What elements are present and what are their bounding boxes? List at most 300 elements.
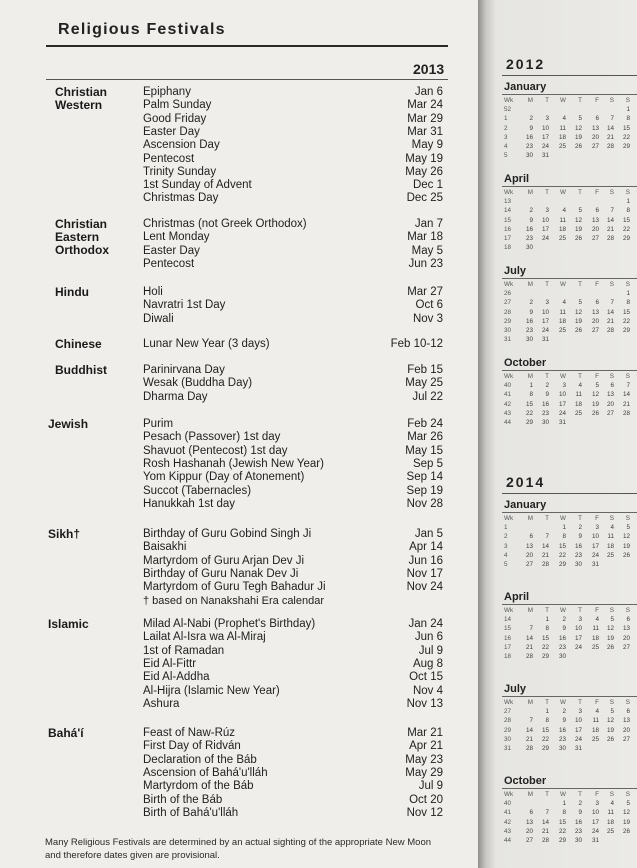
day-cell: 21 bbox=[541, 827, 549, 835]
day-cell: 5 bbox=[578, 299, 582, 307]
festival-row bbox=[0, 658, 478, 671]
festival-date: Jul 9 bbox=[418, 780, 443, 793]
day-cell: 13 bbox=[622, 625, 630, 633]
weekday-label: S bbox=[625, 515, 630, 522]
day-cell: 17 bbox=[574, 726, 582, 734]
week-number: 17 bbox=[504, 235, 512, 242]
week-row bbox=[504, 809, 637, 817]
day-cell: 12 bbox=[574, 308, 582, 316]
month-name: January bbox=[504, 81, 547, 93]
day-cell: 8 bbox=[545, 717, 549, 725]
week-number: 5 bbox=[504, 561, 508, 568]
festival-name: First Day of Ridván bbox=[143, 740, 241, 753]
day-cell: 2 bbox=[529, 115, 533, 123]
day-cell: 18 bbox=[591, 726, 599, 734]
group-label: Islamic bbox=[48, 617, 89, 631]
festival-date: Jul 22 bbox=[412, 390, 443, 403]
festival-date: Jun 23 bbox=[408, 257, 443, 270]
festival-date: Jun 6 bbox=[414, 631, 443, 644]
week-row bbox=[504, 318, 637, 326]
week-number: 28 bbox=[504, 717, 512, 725]
day-cell: 10 bbox=[541, 308, 549, 316]
day-cell: 7 bbox=[545, 533, 549, 541]
weekday-header bbox=[504, 515, 637, 523]
day-cell: 24 bbox=[574, 735, 582, 743]
day-cell: 18 bbox=[606, 542, 614, 550]
day-cell: 15 bbox=[541, 726, 549, 734]
day-cell: 9 bbox=[529, 308, 533, 316]
group-label: Sikh† bbox=[48, 527, 81, 541]
festival-row bbox=[0, 685, 478, 698]
week-number: 40 bbox=[504, 800, 512, 808]
day-cell: 12 bbox=[574, 124, 582, 132]
day-cell: 11 bbox=[592, 717, 599, 725]
day-cell: 3 bbox=[595, 524, 599, 532]
weekday-label: W bbox=[560, 607, 566, 614]
day-cell: 31 bbox=[591, 561, 599, 568]
festival-name: Birth of the Báb bbox=[143, 793, 223, 806]
weekday-label: T bbox=[545, 699, 549, 706]
festival-name: Ashura bbox=[143, 697, 180, 710]
festival-name: Milad Al-Nabi (Prophet's Birthday) bbox=[143, 618, 316, 630]
weekday-label: T bbox=[578, 97, 582, 104]
weekday-header bbox=[504, 373, 637, 381]
day-cell: 8 bbox=[562, 809, 566, 817]
day-cell: 30 bbox=[558, 653, 566, 660]
week-number: Wk bbox=[504, 189, 514, 196]
day-cell: 25 bbox=[606, 551, 614, 559]
festival-row bbox=[0, 767, 478, 780]
festival-row bbox=[0, 807, 478, 820]
month-name: October bbox=[504, 357, 547, 369]
festival-date: Nov 28 bbox=[406, 497, 443, 510]
festival-name: Baisakhi bbox=[143, 541, 187, 554]
festival-row bbox=[0, 99, 478, 112]
page-title: Religious Festivals bbox=[58, 21, 226, 38]
day-cell: 19 bbox=[591, 400, 599, 408]
day-cell: 7 bbox=[545, 809, 549, 817]
day-cell: 6 bbox=[626, 616, 630, 624]
weekday-label: T bbox=[578, 189, 582, 196]
day-cell: 20 bbox=[525, 551, 533, 559]
day-cell: 18 bbox=[606, 818, 614, 826]
week-row bbox=[504, 207, 637, 215]
week-number: 43 bbox=[504, 409, 512, 417]
festival-date: Feb 24 bbox=[407, 418, 443, 430]
festival-row bbox=[0, 153, 478, 166]
group-label: Buddhist bbox=[55, 363, 107, 377]
festival-row bbox=[0, 754, 478, 767]
festival-name: Parinirvana Day bbox=[143, 364, 225, 376]
day-cell: 21 bbox=[541, 551, 549, 559]
festival-date: Nov 13 bbox=[406, 697, 443, 710]
festival-date: Oct 20 bbox=[409, 793, 443, 806]
day-cell: 18 bbox=[558, 317, 566, 325]
day-cell: 6 bbox=[595, 207, 599, 215]
week-number: Wk bbox=[504, 97, 514, 104]
day-cell: 13 bbox=[591, 308, 599, 316]
header-rule bbox=[46, 79, 448, 80]
day-cell: 2 bbox=[545, 382, 549, 390]
footer-note: Many Religious Festivals are determined by an actual sighting of the appropriate New Moon and therefore dates given are provisional. bbox=[45, 837, 432, 861]
festival-row bbox=[0, 338, 478, 351]
week-number: 16 bbox=[504, 634, 512, 642]
day-cell: 2 bbox=[578, 524, 582, 532]
festival-row bbox=[0, 568, 478, 581]
month-rule bbox=[502, 512, 637, 513]
day-cell: 5 bbox=[626, 800, 630, 808]
festival-name: Diwali bbox=[143, 312, 174, 325]
day-cell: 25 bbox=[558, 143, 566, 150]
week-row bbox=[504, 561, 637, 569]
weekday-label: S bbox=[625, 699, 630, 706]
weekday-label: W bbox=[560, 189, 566, 196]
week-row bbox=[504, 727, 637, 735]
festival-row bbox=[0, 541, 478, 554]
festival-date: Jun 16 bbox=[408, 554, 443, 567]
day-cell: 12 bbox=[606, 717, 614, 725]
day-cell: 21 bbox=[525, 735, 533, 743]
day-cell: 25 bbox=[558, 235, 566, 242]
day-cell: 30 bbox=[525, 244, 533, 252]
day-cell: 3 bbox=[595, 800, 599, 808]
group-label: Christian Eastern Orthodox bbox=[55, 217, 109, 257]
weekday-label: M bbox=[527, 791, 533, 798]
day-cell: 25 bbox=[606, 827, 614, 835]
day-cell: 13 bbox=[591, 216, 599, 224]
weekday-label: M bbox=[527, 699, 533, 706]
month-name: July bbox=[504, 265, 527, 277]
day-cell: 13 bbox=[525, 818, 533, 826]
week-number: Wk bbox=[504, 791, 514, 798]
day-cell: 7 bbox=[610, 115, 614, 123]
week-number: Wk bbox=[504, 699, 514, 706]
day-cell: 10 bbox=[541, 124, 549, 132]
festival-row bbox=[0, 581, 478, 594]
festival-name: Yom Kippur (Day of Atonement) bbox=[143, 471, 305, 484]
festival-date: May 29 bbox=[405, 766, 443, 779]
week-number: 29 bbox=[504, 317, 512, 325]
weekday-label: F bbox=[595, 607, 599, 614]
day-cell: 21 bbox=[606, 133, 614, 141]
month-rule bbox=[502, 94, 637, 95]
weekday-header bbox=[504, 281, 637, 289]
weekday-label: S bbox=[609, 281, 614, 288]
festival-row bbox=[0, 458, 478, 471]
festival-date: May 26 bbox=[405, 165, 443, 178]
festival-name: Lunar New Year (3 days) bbox=[143, 338, 270, 350]
day-cell: 21 bbox=[525, 643, 533, 651]
weekday-header bbox=[504, 607, 637, 615]
festival-name: Feast of Naw-Rúz bbox=[143, 727, 236, 739]
weekday-label: F bbox=[595, 515, 599, 522]
day-cell: 14 bbox=[606, 308, 614, 316]
group-label: Chinese bbox=[55, 337, 102, 351]
day-cell: 2 bbox=[562, 708, 566, 716]
day-cell: 5 bbox=[578, 115, 582, 123]
festival-row bbox=[0, 727, 478, 740]
day-cell: 2 bbox=[529, 299, 533, 307]
day-cell: 26 bbox=[574, 327, 582, 334]
day-cell: 19 bbox=[606, 634, 614, 642]
festival-name: Lailat Al-Isra wa Al-Miraj bbox=[143, 631, 266, 644]
festival-date: May 9 bbox=[411, 139, 443, 152]
festival-name: Purim bbox=[143, 418, 174, 430]
day-cell: 10 bbox=[591, 809, 599, 817]
day-cell: 5 bbox=[610, 616, 614, 624]
calendar-year-rule bbox=[502, 493, 637, 494]
weekday-label: W bbox=[560, 373, 566, 380]
week-row bbox=[504, 800, 637, 808]
week-row bbox=[504, 653, 637, 661]
week-number: 3 bbox=[504, 133, 508, 141]
day-cell: 20 bbox=[622, 634, 630, 642]
week-number: 14 bbox=[504, 616, 512, 624]
week-number: 26 bbox=[504, 290, 512, 298]
festival-date: Jan 6 bbox=[414, 86, 443, 98]
month-name: April bbox=[504, 173, 530, 185]
day-cell: 13 bbox=[525, 542, 533, 550]
day-cell: 2 bbox=[529, 207, 533, 215]
day-cell: 9 bbox=[578, 533, 582, 541]
festival-date: Aug 8 bbox=[412, 657, 443, 670]
day-cell: 16 bbox=[525, 317, 533, 325]
day-cell: 25 bbox=[591, 643, 599, 651]
festival-name: 1st of Ramadan bbox=[143, 644, 225, 657]
festival-row bbox=[0, 618, 478, 631]
year-heading: 2013 bbox=[413, 61, 445, 77]
week-row bbox=[504, 336, 637, 344]
day-cell: 26 bbox=[622, 827, 630, 835]
festival-row bbox=[0, 780, 478, 793]
festival-date: Nov 17 bbox=[406, 567, 443, 580]
day-cell: 16 bbox=[525, 133, 533, 141]
festival-row bbox=[0, 139, 478, 152]
day-cell: 28 bbox=[525, 653, 533, 660]
festival-name: Birthday of Guru Nanak Dev Ji bbox=[143, 567, 299, 580]
festival-row bbox=[0, 313, 478, 326]
weekday-label: T bbox=[578, 791, 582, 798]
festival-date: Oct 6 bbox=[415, 299, 443, 312]
day-cell: 3 bbox=[562, 382, 566, 390]
day-cell: 5 bbox=[595, 382, 599, 390]
day-cell: 25 bbox=[591, 735, 599, 743]
weekday-header bbox=[504, 189, 637, 197]
festival-date: Sep 5 bbox=[412, 457, 443, 470]
festival-row bbox=[0, 86, 478, 99]
day-cell: 11 bbox=[592, 625, 599, 633]
weekday-label: T bbox=[545, 373, 549, 380]
weekday-label: S bbox=[625, 97, 630, 104]
day-cell: 8 bbox=[562, 533, 566, 541]
day-cell: 19 bbox=[622, 542, 630, 550]
day-cell: 30 bbox=[525, 336, 533, 344]
day-cell: 9 bbox=[562, 625, 566, 633]
day-cell: 15 bbox=[622, 216, 630, 224]
day-cell: 6 bbox=[626, 708, 630, 716]
festival-row bbox=[0, 113, 478, 126]
day-cell: 10 bbox=[541, 216, 549, 224]
weekday-label: W bbox=[560, 281, 566, 288]
weekday-label: W bbox=[560, 791, 566, 798]
weekday-label: M bbox=[527, 607, 533, 614]
week-number: 42 bbox=[504, 818, 512, 826]
day-cell: 17 bbox=[541, 317, 549, 325]
weekday-label: T bbox=[545, 281, 549, 288]
day-cell: 11 bbox=[575, 391, 582, 399]
festival-row bbox=[0, 485, 478, 498]
festival-name: Shavuot (Pentecost) 1st day bbox=[143, 444, 288, 457]
day-cell: 15 bbox=[525, 400, 533, 408]
month-rule bbox=[502, 186, 637, 187]
day-cell: 3 bbox=[545, 299, 549, 307]
week-number: 2 bbox=[504, 124, 508, 132]
festival-row bbox=[0, 377, 478, 390]
week-number: 44 bbox=[504, 837, 512, 844]
calendar-year: 2014 bbox=[506, 474, 546, 490]
day-cell: 4 bbox=[595, 708, 599, 716]
festival-name: Easter Day bbox=[143, 125, 200, 138]
weekday-label: F bbox=[595, 281, 599, 288]
day-cell: 20 bbox=[591, 317, 599, 325]
week-number: 18 bbox=[504, 244, 512, 252]
day-cell: 6 bbox=[529, 809, 533, 817]
day-cell: 7 bbox=[610, 207, 614, 215]
weekday-label: S bbox=[609, 699, 614, 706]
festival-date: Mar 24 bbox=[407, 99, 443, 112]
week-number: Wk bbox=[504, 373, 514, 380]
week-row bbox=[504, 382, 637, 390]
festival-name: Succot (Tabernacles) bbox=[143, 484, 252, 497]
festival-row bbox=[0, 740, 478, 753]
festival-row bbox=[0, 418, 478, 431]
calendar-year-rule bbox=[502, 75, 637, 76]
day-cell: 31 bbox=[574, 745, 582, 752]
festival-date: Nov 12 bbox=[406, 806, 443, 819]
week-row bbox=[504, 198, 637, 206]
day-cell: 3 bbox=[578, 708, 582, 716]
weekday-label: F bbox=[595, 373, 599, 380]
festival-row bbox=[0, 528, 478, 541]
day-cell: 8 bbox=[626, 207, 630, 215]
festival-name: Ascension Day bbox=[143, 139, 220, 152]
weekday-label: S bbox=[625, 607, 630, 614]
day-cell: 10 bbox=[574, 717, 582, 725]
day-cell: 31 bbox=[541, 152, 549, 160]
week-number: 14 bbox=[504, 207, 512, 215]
day-cell: 29 bbox=[558, 837, 566, 844]
day-cell: 3 bbox=[545, 207, 549, 215]
weekday-label: S bbox=[609, 791, 614, 798]
week-number: 44 bbox=[504, 419, 512, 426]
day-cell: 25 bbox=[558, 327, 566, 334]
day-cell: 28 bbox=[606, 235, 614, 242]
day-cell: 4 bbox=[562, 115, 566, 123]
week-row bbox=[504, 625, 637, 633]
day-cell: 26 bbox=[574, 143, 582, 150]
festival-row bbox=[0, 364, 478, 377]
day-cell: 31 bbox=[541, 336, 549, 344]
day-cell: 14 bbox=[525, 634, 533, 642]
day-cell: 13 bbox=[606, 391, 614, 399]
week-number: 5 bbox=[504, 152, 508, 160]
group-label: Jewish bbox=[48, 417, 89, 431]
day-cell: 22 bbox=[622, 225, 630, 233]
day-cell: 17 bbox=[591, 542, 599, 550]
weekday-label: F bbox=[595, 189, 599, 196]
day-cell: 22 bbox=[622, 317, 630, 325]
group-label: Christian Western bbox=[55, 85, 108, 112]
weekday-label: T bbox=[545, 607, 549, 614]
day-cell: 24 bbox=[541, 143, 549, 150]
day-cell: 16 bbox=[558, 634, 566, 642]
festival-row bbox=[0, 645, 478, 658]
festival-date: Jan 7 bbox=[414, 218, 443, 230]
week-number: 3 bbox=[504, 542, 508, 550]
festival-date: Mar 29 bbox=[407, 112, 443, 125]
day-cell: 23 bbox=[525, 143, 533, 150]
day-cell: 15 bbox=[541, 634, 549, 642]
day-cell: 20 bbox=[622, 726, 630, 734]
festival-name: Al-Hijra (Islamic New Year) bbox=[143, 684, 280, 697]
day-cell: 23 bbox=[525, 327, 533, 334]
week-number: 52 bbox=[504, 106, 512, 114]
day-cell: 12 bbox=[574, 216, 582, 224]
day-cell: 28 bbox=[622, 409, 630, 417]
festival-name: Birthday of Guru Gobind Singh Ji bbox=[143, 528, 312, 540]
day-cell: 31 bbox=[591, 837, 599, 844]
weekday-label: S bbox=[625, 281, 630, 288]
day-cell: 29 bbox=[622, 143, 630, 150]
day-cell: 26 bbox=[591, 409, 599, 417]
day-cell: 24 bbox=[541, 235, 549, 242]
day-cell: 22 bbox=[525, 409, 533, 417]
month-name: July bbox=[504, 683, 527, 695]
festival-date: Nov 24 bbox=[406, 581, 443, 594]
day-cell: 6 bbox=[595, 115, 599, 123]
weekday-label: T bbox=[578, 515, 582, 522]
festival-date: May 15 bbox=[405, 444, 443, 457]
day-cell: 26 bbox=[606, 735, 614, 743]
day-cell: 27 bbox=[606, 409, 614, 417]
day-cell: 27 bbox=[591, 327, 599, 334]
day-cell: 9 bbox=[529, 216, 533, 224]
weekday-label: T bbox=[545, 791, 549, 798]
day-cell: 3 bbox=[578, 616, 582, 624]
month-name: October bbox=[504, 775, 547, 787]
day-cell: 4 bbox=[562, 299, 566, 307]
week-number: 27 bbox=[504, 708, 512, 716]
day-cell: 1 bbox=[529, 382, 533, 390]
day-cell: 22 bbox=[622, 133, 630, 141]
day-cell: 15 bbox=[622, 308, 630, 316]
weekday-header bbox=[504, 699, 637, 707]
festival-row bbox=[0, 431, 478, 444]
day-cell: 20 bbox=[525, 827, 533, 835]
week-number: 4 bbox=[504, 551, 508, 559]
day-cell: 9 bbox=[578, 809, 582, 817]
festival-name: Trinity Sunday bbox=[143, 165, 217, 178]
week-number: 41 bbox=[504, 391, 512, 399]
day-cell: 8 bbox=[626, 299, 630, 307]
day-cell: 26 bbox=[622, 551, 630, 559]
festival-name: Pentecost bbox=[143, 257, 195, 270]
festival-row bbox=[0, 671, 478, 684]
festival-date: Mar 31 bbox=[407, 125, 443, 138]
week-number: 43 bbox=[504, 827, 512, 835]
day-cell: 1 bbox=[626, 290, 630, 298]
week-row bbox=[504, 299, 637, 307]
